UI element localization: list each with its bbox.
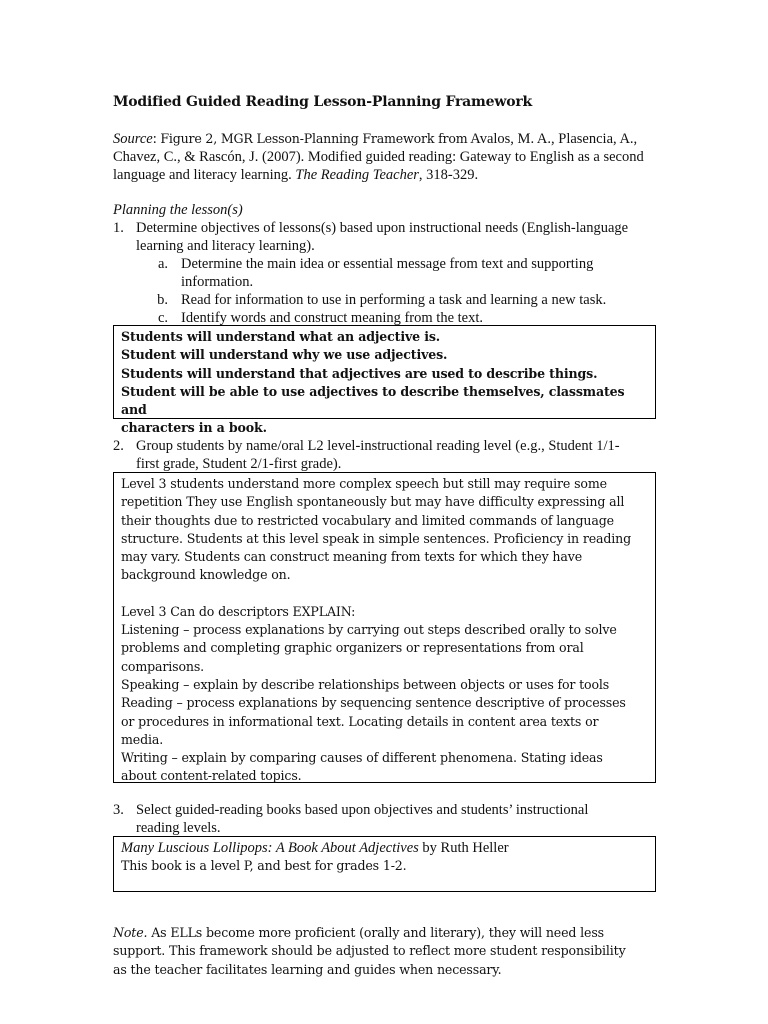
book-level-note: This book is a level P, and best for grades 1-2. bbox=[121, 858, 407, 873]
subitem-b-letter: b. bbox=[157, 292, 168, 308]
student-level-box: Level 3 students understand more complex speech but still may require some repetition They use English spontaneously but may have difficulty expressing all their thoughts due to restricted vocabulary and limited commands of language structure. Students at this level speak in simple sentences. Proficiency in reading may vary. Students can construct meaning from texts for which they have background knowledge on. Level 3 Can do descriptors EXPLAIN: Listening – process explanations by carrying out steps described orally to solve problems and completing graphic organizers or representations from oral comparisons. Speaking – explain by describe relationships between objects or uses for tools Reading – process explanations by sequencing sentence descriptive of processes or procedures in informational text. Locating details in content area texts or media. Writing – explain by comparing causes of different phenomena. Stating ideas about content-related topics. bbox=[113, 472, 656, 783]
item-3-text: Select guided-reading books based upon objectives and students’ instructional reading levels. bbox=[136, 802, 589, 836]
subitem-b-text: Read for information to use in performing a task and learning a new task. bbox=[181, 292, 607, 308]
document-title: Modified Guided Reading Lesson-Planning Framework bbox=[113, 94, 533, 110]
citation-text: Avalos, M. A., Plasencia, A., Chavez, C., & Rascón, J. (2007). Modified guided reading: Gateway to English as a second language and literacy learning. bbox=[113, 131, 644, 183]
item-1-number: 1. bbox=[113, 220, 124, 236]
item-2-text: Group students by name/oral L2 level-instructional reading level (e.g., Student 1/1- first grade, Student 2/1-first grade). bbox=[136, 438, 620, 472]
item-1-text: Determine objectives of lessons(s) based upon instructional needs (English-language learning and literacy learning). bbox=[136, 220, 629, 254]
book-selection-box bbox=[113, 836, 656, 892]
source-citation: Source: Figure 2, MGR Lesson-Planning Framework from Avalos, M. A., Plasencia, A., Chavez, C., & Rascón, J. (2007). Modified guided reading: Gateway to English as a second language and literacy learning. The Reading Teacher, 318-329. bbox=[113, 131, 644, 183]
figure-reference: Figure 2, MGR Lesson-Planning Framework from bbox=[160, 131, 468, 146]
subitem-c-letter: c. bbox=[157, 310, 168, 326]
note-label: Note. bbox=[113, 925, 148, 940]
subitem-a-text: Determine the main idea or essential message from text and supporting information. bbox=[181, 256, 594, 290]
item-2-number: 2. bbox=[113, 438, 124, 454]
source-label: Source bbox=[113, 131, 153, 147]
book-author: by Ruth Heller bbox=[418, 840, 509, 856]
item-3-number: 3. bbox=[113, 802, 124, 818]
subitem-a-letter: a. bbox=[157, 256, 168, 272]
planning-heading: Planning the lesson(s) bbox=[113, 202, 243, 218]
objectives-box: Students will understand what an adjective is. Student will understand why we use adjectives. Students will understand that adjectives are used to describe things. Student will be able to use adjectives to describe themselves, classmates and characters in a book. bbox=[113, 325, 656, 419]
closing-note: Note. As ELLs become more proficient (orally and literary), they will need less support. This framework should be adjusted to reflect more student responsibility as the teacher facilitates learning and guides when necessary. bbox=[113, 925, 626, 977]
journal-name: The Reading Teacher bbox=[295, 167, 419, 183]
book-title: Many Luscious Lollipops: A Book About Adjectives bbox=[121, 840, 419, 856]
book-line bbox=[121, 839, 649, 857]
subitem-c-text: Identify words and construct meaning from the text. bbox=[181, 310, 484, 326]
